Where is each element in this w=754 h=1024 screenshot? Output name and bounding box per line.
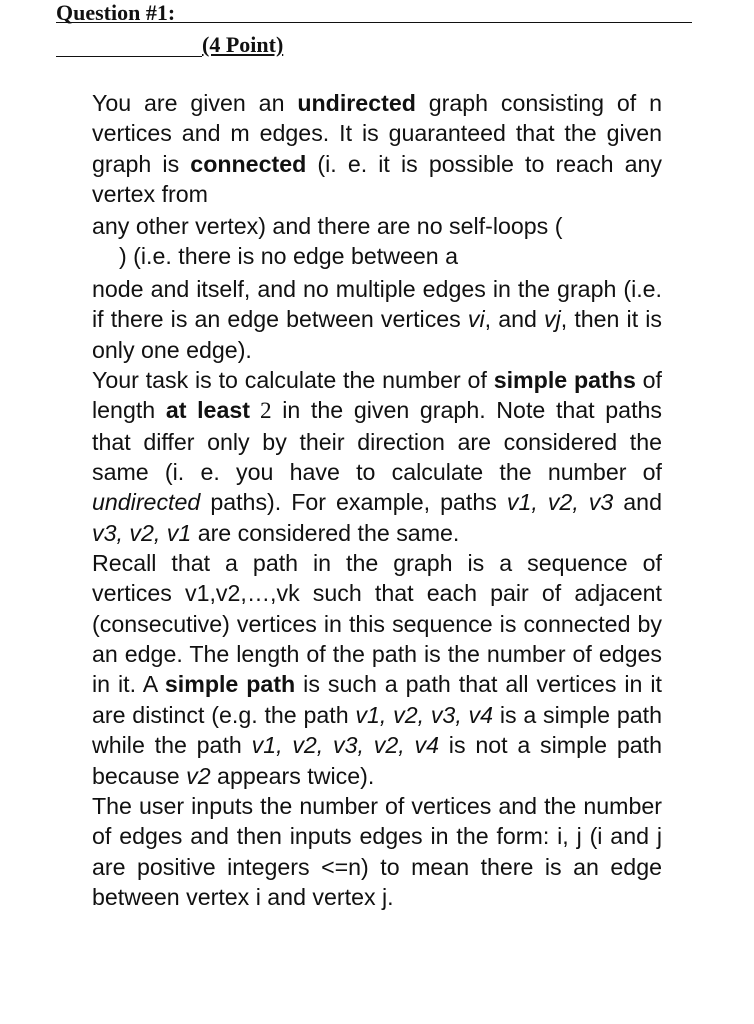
text-run: and bbox=[613, 489, 662, 516]
emphasis-simple-path: simple path bbox=[164, 671, 296, 698]
text-run: , and bbox=[484, 306, 545, 333]
title-underline bbox=[56, 22, 692, 23]
example-path: v1, v2, v3, v2, v4 bbox=[251, 732, 439, 759]
text-run: node and itself, and no multiple edges in the graph (i.e. if there is an edge between vertices bbox=[92, 276, 662, 333]
example-path: v3, v2, v1 bbox=[92, 519, 192, 546]
number-two: 2 bbox=[249, 398, 272, 425]
text-run: are considered the same. bbox=[191, 519, 460, 546]
text-run: (i. e. it is possible to reach any vertex from bbox=[92, 150, 662, 208]
points-underline bbox=[56, 56, 202, 57]
text-run: is a simple path while the path bbox=[92, 701, 662, 759]
var-v2: v2 bbox=[186, 762, 211, 789]
text-run: appears twice). bbox=[210, 762, 375, 789]
emphasis-undirected: undirected bbox=[297, 90, 416, 116]
text-run: Recall that a path in the graph is a sequence of vertices v1,v2,…,vk such that each pair of adjacent (consecutive) vertices in this sequence is connected by an edge. The length of the path is the number of edges in it. A bbox=[92, 550, 662, 698]
emphasis-simple-paths: simple paths bbox=[493, 367, 636, 394]
text-run: in the given graph. Note that paths that differ only by their direction are considered the same (i. e. you have to calculate the number of bbox=[92, 397, 663, 486]
var-vj: vj bbox=[544, 306, 561, 333]
paragraph-definition bbox=[92, 548, 662, 791]
text-run: is such a path that all vertices in it are distinct (e.g. the path bbox=[92, 671, 662, 728]
paragraph-self-loops bbox=[92, 211, 662, 272]
text-run: graph consisting of n vertices and m edges. It is guaranteed that the given graph is bbox=[92, 90, 662, 177]
text-run: , then it is only one edge). bbox=[92, 306, 663, 363]
text-run: Your task is to calculate the number of bbox=[92, 367, 494, 394]
text-line: ) (i.e. there is no edge between a bbox=[119, 243, 459, 270]
var-vi: vi bbox=[467, 306, 485, 333]
paragraph-task bbox=[92, 365, 662, 548]
example-path: v1, v2, v3, v4 bbox=[355, 701, 494, 728]
emphasis-at-least: at least bbox=[165, 397, 250, 424]
question-title: Question #1: bbox=[56, 0, 176, 25]
problem-statement bbox=[92, 88, 662, 209]
question-points: (4 Point) bbox=[202, 32, 284, 57]
text-run: is not a simple path because bbox=[92, 732, 662, 789]
text-run: You are given an bbox=[92, 90, 298, 116]
text-run: paths). For example, paths bbox=[200, 489, 507, 516]
example-path: v1, v2, v3 bbox=[506, 489, 614, 516]
problem-body bbox=[92, 274, 662, 912]
paragraph-intro bbox=[92, 88, 662, 209]
emphasis-connected: connected bbox=[190, 150, 307, 177]
paragraph-input: The user inputs the number of vertices and the number of edges and then inputs edges in the form: i, j (i and j are positive integers <=n) to mean there is an edge between vertex i and vertex j. bbox=[92, 792, 662, 910]
emphasis-undirected: undirected bbox=[92, 489, 201, 516]
text-run: of length bbox=[92, 367, 662, 424]
paragraph-multiple-edges bbox=[92, 274, 662, 365]
text-line: any other vertex) and there are no self-loops ( bbox=[92, 213, 563, 239]
